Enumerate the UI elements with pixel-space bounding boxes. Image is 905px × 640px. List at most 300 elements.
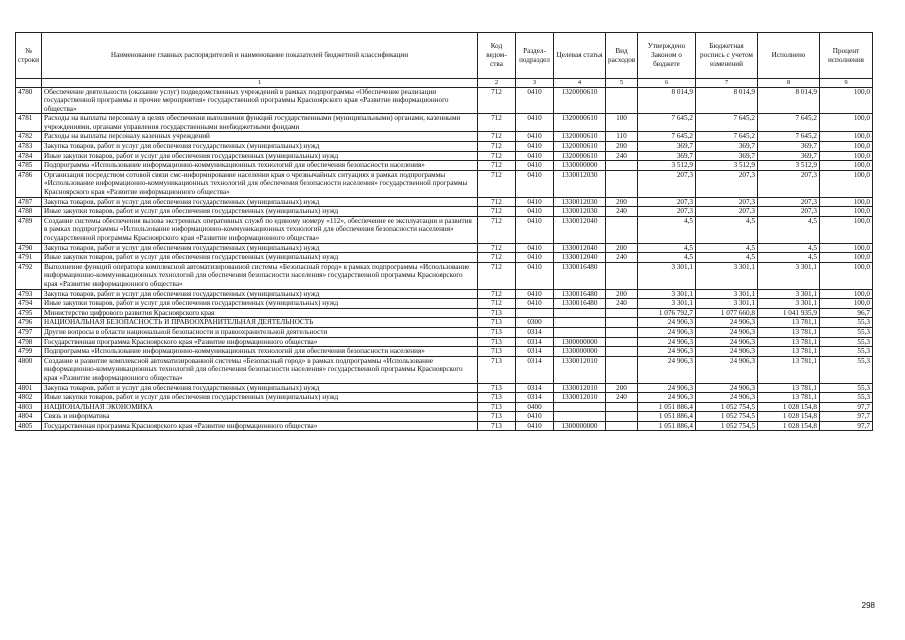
row-number: 4804 [16, 412, 42, 422]
row-name: Государственная программа Красноярского края «Развитие информационного общества» [42, 421, 478, 431]
row-dept: 712 [478, 289, 516, 299]
row-dept: 712 [478, 114, 516, 132]
row-name: Выполнение функций оператора комплексной автоматизированной системы «Безопасный город» в рамках подпрограммы «Использование информационно-коммуникационных технологий для обеспечения безопасности населения» государственной программы Красноярского края «Развитие информационного общества» [42, 262, 478, 289]
row-target: 1320000610 [554, 114, 606, 132]
row-section: 0400 [516, 402, 554, 412]
row-dept: 712 [478, 299, 516, 309]
row-section: 0410 [516, 132, 554, 142]
row-number: 4797 [16, 327, 42, 337]
row-budget-list: 1 077 660,8 [696, 308, 758, 318]
row-target: 1330016480 [554, 262, 606, 289]
row-section: 0410 [516, 289, 554, 299]
row-budget-list: 369,7 [696, 142, 758, 152]
row-number: 4781 [16, 114, 42, 132]
row-percent: 100,0 [820, 161, 873, 171]
table-row [16, 383, 873, 393]
table-row [16, 402, 873, 412]
row-dept: 713 [478, 356, 516, 383]
column-number: 1 [42, 79, 478, 88]
row-budget-list: 3 301,1 [696, 299, 758, 309]
column-number: 4 [554, 79, 606, 88]
row-approved: 3 301,1 [638, 299, 696, 309]
row-exp-type: 200 [606, 197, 638, 207]
row-percent: 100,0 [820, 299, 873, 309]
row-target: 1300000000 [554, 421, 606, 431]
column-number: 2 [478, 79, 516, 88]
table-body [16, 87, 873, 431]
row-exp-type [606, 356, 638, 383]
column-number: 5 [606, 79, 638, 88]
row-approved: 4,5 [638, 253, 696, 263]
row-name: Закупка товаров, работ и услуг для обеспечения государственных (муниципальных) нужд [42, 289, 478, 299]
row-approved: 24 906,3 [638, 327, 696, 337]
row-percent: 55,3 [820, 337, 873, 347]
row-budget-list: 24 906,3 [696, 318, 758, 328]
row-target [554, 318, 606, 328]
row-budget-list: 7 645,2 [696, 132, 758, 142]
row-name: Закупка товаров, работ и услуг для обеспечения государственных (муниципальных) нужд [42, 197, 478, 207]
row-section: 0410 [516, 151, 554, 161]
row-name: Министерство цифрового развития Красноярского края [42, 308, 478, 318]
row-number: 4799 [16, 347, 42, 357]
row-budget-list: 4,5 [696, 253, 758, 263]
row-percent: 100,0 [820, 243, 873, 253]
table-row [16, 393, 873, 403]
row-number: 4788 [16, 207, 42, 217]
row-executed: 7 645,2 [758, 132, 820, 142]
row-target: 1320000610 [554, 142, 606, 152]
table-row [16, 114, 873, 132]
row-number: 4801 [16, 383, 42, 393]
row-section: 0410 [516, 253, 554, 263]
column-number-row [16, 79, 873, 88]
row-target: 1320000610 [554, 132, 606, 142]
row-approved: 7 645,2 [638, 114, 696, 132]
row-budget-list: 3 512,9 [696, 161, 758, 171]
row-percent: 100,0 [820, 216, 873, 243]
row-exp-type [606, 170, 638, 197]
row-name: Обеспечение деятельности (оказание услуг) подведомственных учреждений в рамках подпрограммы «Обеспечение реализации государственной программы и прочие мероприятия» государственной программы Красноярского края «Развитие информационного общества» [42, 87, 478, 114]
row-exp-type [606, 216, 638, 243]
row-number: 4794 [16, 299, 42, 309]
table-row [16, 262, 873, 289]
row-dept: 712 [478, 151, 516, 161]
row-number: 4793 [16, 289, 42, 299]
row-target: 1330012030 [554, 207, 606, 217]
row-target: 1330012010 [554, 393, 606, 403]
row-approved: 369,7 [638, 142, 696, 152]
row-percent: 55,3 [820, 383, 873, 393]
row-section: 0410 [516, 243, 554, 253]
row-dept: 712 [478, 161, 516, 171]
table-row [16, 170, 873, 197]
row-target: 1330012030 [554, 170, 606, 197]
row-target: 1320000610 [554, 87, 606, 114]
row-executed: 1 028 154,8 [758, 412, 820, 422]
row-percent: 100,0 [820, 132, 873, 142]
row-name: Закупка товаров, работ и услуг для обеспечения государственных (муниципальных) нужд [42, 383, 478, 393]
row-name: Организация посредством сотовой связи смс-информирование населения края о чрезвычайных ситуациях в рамках подпрограммы «Использование информационно-коммуникационных технологий для обеспечения безопасности населения» государственной программы Красноярского края «Развитие информационного общества» [42, 170, 478, 197]
row-dept: 713 [478, 318, 516, 328]
table-row [16, 327, 873, 337]
row-budget-list: 24 906,3 [696, 356, 758, 383]
row-dept: 713 [478, 421, 516, 431]
row-executed: 369,7 [758, 151, 820, 161]
row-approved: 1 051 886,4 [638, 421, 696, 431]
row-percent: 100,0 [820, 114, 873, 132]
header-target: Целевая статья [554, 33, 606, 79]
row-budget-list: 24 906,3 [696, 347, 758, 357]
row-name: Связь и информатика [42, 412, 478, 422]
table-row [16, 289, 873, 299]
row-executed: 4,5 [758, 243, 820, 253]
row-exp-type [606, 347, 638, 357]
header-name: Наименование главных распорядителей и наименование показателей бюджетной классификации [42, 33, 478, 79]
row-exp-type [606, 327, 638, 337]
row-executed: 207,3 [758, 207, 820, 217]
row-exp-type: 240 [606, 207, 638, 217]
page-number: 298 [861, 601, 875, 610]
row-exp-type [606, 402, 638, 412]
row-dept: 713 [478, 327, 516, 337]
row-executed: 369,7 [758, 142, 820, 152]
header-row-no: № строки [16, 33, 42, 79]
row-number: 4790 [16, 243, 42, 253]
column-number: 6 [638, 79, 696, 88]
row-approved: 1 051 886,4 [638, 412, 696, 422]
row-number: 4805 [16, 421, 42, 431]
row-number: 4803 [16, 402, 42, 412]
row-section: 0300 [516, 318, 554, 328]
row-section: 0410 [516, 87, 554, 114]
row-exp-type: 100 [606, 114, 638, 132]
row-number: 4796 [16, 318, 42, 328]
budget-table [15, 32, 873, 431]
row-percent: 100,0 [820, 151, 873, 161]
row-dept: 712 [478, 262, 516, 289]
column-number: 3 [516, 79, 554, 88]
row-percent: 100,0 [820, 87, 873, 114]
row-target: 1330016480 [554, 299, 606, 309]
row-dept: 712 [478, 170, 516, 197]
row-percent: 100,0 [820, 170, 873, 197]
row-name: Государственная программа Красноярского края «Развитие информационного общества» [42, 337, 478, 347]
row-target: 1330012040 [554, 253, 606, 263]
row-section: 0314 [516, 337, 554, 347]
row-budget-list: 4,5 [696, 216, 758, 243]
row-approved: 369,7 [638, 151, 696, 161]
row-exp-type: 110 [606, 132, 638, 142]
row-section: 0410 [516, 216, 554, 243]
row-percent: 55,3 [820, 327, 873, 337]
table-row [16, 197, 873, 207]
row-approved: 7 645,2 [638, 132, 696, 142]
row-dept: 712 [478, 197, 516, 207]
row-budget-list: 24 906,3 [696, 327, 758, 337]
row-target [554, 327, 606, 337]
row-dept: 712 [478, 207, 516, 217]
row-number: 4802 [16, 393, 42, 403]
row-section: 0314 [516, 383, 554, 393]
row-exp-type [606, 262, 638, 289]
row-name: НАЦИОНАЛЬНАЯ ЭКОНОМИКА [42, 402, 478, 412]
row-percent: 100,0 [820, 289, 873, 299]
row-name: Иные закупки товаров, работ и услуг для обеспечения государственных (муниципальных) нужд [42, 393, 478, 403]
header-row [16, 33, 873, 79]
row-executed: 3 301,1 [758, 262, 820, 289]
row-approved: 1 051 886,4 [638, 402, 696, 412]
row-section: 0410 [516, 412, 554, 422]
row-name: НАЦИОНАЛЬНАЯ БЕЗОПАСНОСТЬ И ПРАВООХРАНИТЕЛЬНАЯ ДЕЯТЕЛЬНОСТЬ [42, 318, 478, 328]
row-number: 4787 [16, 197, 42, 207]
row-target: 1330012040 [554, 243, 606, 253]
row-exp-type [606, 318, 638, 328]
row-executed: 207,3 [758, 170, 820, 197]
row-approved: 4,5 [638, 216, 696, 243]
row-section: 0410 [516, 161, 554, 171]
row-percent: 100,0 [820, 197, 873, 207]
row-executed: 3 301,1 [758, 289, 820, 299]
row-name: Создание системы обеспечения вызова экстренных оперативных служб по единому номеру «112», обеспечение ее эксплуатации и развития в рамках подпрограммы «Использование информационно-коммуникационных технологий для обеспечения безопасности населения» государственной программы Красноярского края «Развитие информационного общества» [42, 216, 478, 243]
column-number: 9 [820, 79, 873, 88]
row-name: Подпрограмма «Использование информационно-коммуникационных технологий для обеспечения безопасности населения» [42, 347, 478, 357]
row-budget-list: 207,3 [696, 170, 758, 197]
row-budget-list: 24 906,3 [696, 383, 758, 393]
row-dept: 712 [478, 253, 516, 263]
row-percent: 100,0 [820, 253, 873, 263]
header-exp-type: Вид расходов [606, 33, 638, 79]
row-approved: 1 076 792,7 [638, 308, 696, 318]
row-exp-type [606, 337, 638, 347]
row-percent: 100,0 [820, 262, 873, 289]
row-percent: 100,0 [820, 142, 873, 152]
row-percent: 55,3 [820, 347, 873, 357]
row-number: 4792 [16, 262, 42, 289]
table-row [16, 161, 873, 171]
row-executed: 13 781,1 [758, 347, 820, 357]
table-row [16, 347, 873, 357]
row-executed: 3 301,1 [758, 299, 820, 309]
row-name: Закупка товаров, работ и услуг для обеспечения государственных (муниципальных) нужд [42, 243, 478, 253]
row-target: 1330000000 [554, 347, 606, 357]
row-dept: 713 [478, 337, 516, 347]
row-budget-list: 1 052 754,5 [696, 412, 758, 422]
row-budget-list: 207,3 [696, 197, 758, 207]
row-percent: 97,7 [820, 421, 873, 431]
row-target: 1320000610 [554, 151, 606, 161]
header-approved: Утверждено Законом о бюджете [638, 33, 696, 79]
row-target: 1330012040 [554, 216, 606, 243]
row-dept: 712 [478, 132, 516, 142]
column-number: 7 [696, 79, 758, 88]
row-exp-type [606, 87, 638, 114]
row-budget-list: 8 014,9 [696, 87, 758, 114]
row-approved: 207,3 [638, 170, 696, 197]
row-approved: 3 301,1 [638, 262, 696, 289]
row-number: 4789 [16, 216, 42, 243]
row-name: Расходы на выплаты персоналу казенных учреждений [42, 132, 478, 142]
row-approved: 24 906,3 [638, 393, 696, 403]
row-approved: 8 014,9 [638, 87, 696, 114]
row-approved: 4,5 [638, 243, 696, 253]
row-percent: 55,3 [820, 356, 873, 383]
row-name: Иные закупки товаров, работ и услуг для обеспечения государственных (муниципальных) нужд [42, 299, 478, 309]
row-dept: 713 [478, 347, 516, 357]
row-dept: 712 [478, 87, 516, 114]
row-executed: 1 028 154,8 [758, 402, 820, 412]
table-row [16, 318, 873, 328]
row-budget-list: 3 301,1 [696, 289, 758, 299]
row-number: 4784 [16, 151, 42, 161]
row-executed: 13 781,1 [758, 337, 820, 347]
header-budget-list: Бюджетная роспись с учетом изменений [696, 33, 758, 79]
row-executed: 3 512,9 [758, 161, 820, 171]
column-number [16, 79, 42, 88]
row-dept: 712 [478, 243, 516, 253]
row-name: Создание и развитие комплексной автоматизированной системы «Безопасный город» в рамках подпрограммы «Использование информационно-коммуникационных технологий для обеспечения безопасности населения» государственной программы Красноярского края «Развитие информационного общества» [42, 356, 478, 383]
row-budget-list: 1 052 754,5 [696, 421, 758, 431]
row-section: 0314 [516, 347, 554, 357]
row-approved: 207,3 [638, 197, 696, 207]
row-exp-type: 200 [606, 383, 638, 393]
row-target: 1300000000 [554, 337, 606, 347]
row-approved: 207,3 [638, 207, 696, 217]
row-target: 1330000000 [554, 161, 606, 171]
row-approved: 24 906,3 [638, 383, 696, 393]
row-executed: 207,3 [758, 197, 820, 207]
row-section: 0410 [516, 197, 554, 207]
row-budget-list: 24 906,3 [696, 337, 758, 347]
row-dept: 713 [478, 383, 516, 393]
row-name: Закупка товаров, работ и услуг для обеспечения государственных (муниципальных) нужд [42, 142, 478, 152]
row-approved: 24 906,3 [638, 318, 696, 328]
table-row [16, 243, 873, 253]
row-target [554, 412, 606, 422]
row-executed: 7 645,2 [758, 114, 820, 132]
header-dept: Код ведом-ства [478, 33, 516, 79]
row-target: 1330012010 [554, 383, 606, 393]
header-executed: Исполнено [758, 33, 820, 79]
row-section: 0314 [516, 327, 554, 337]
row-budget-list: 7 645,2 [696, 114, 758, 132]
row-number: 4785 [16, 161, 42, 171]
row-section: 0410 [516, 170, 554, 197]
row-exp-type: 200 [606, 243, 638, 253]
row-exp-type: 240 [606, 393, 638, 403]
table-row [16, 142, 873, 152]
row-percent: 97,7 [820, 412, 873, 422]
table-row [16, 308, 873, 318]
table-row [16, 337, 873, 347]
row-dept: 713 [478, 412, 516, 422]
row-number: 4791 [16, 253, 42, 263]
row-executed: 8 014,9 [758, 87, 820, 114]
row-approved: 3 301,1 [638, 289, 696, 299]
row-percent: 96,7 [820, 308, 873, 318]
header-section: Раздел-подраздел [516, 33, 554, 79]
row-budget-list: 3 301,1 [696, 262, 758, 289]
table-row [16, 421, 873, 431]
row-executed: 13 781,1 [758, 318, 820, 328]
row-target: 1330012010 [554, 356, 606, 383]
row-percent: 55,3 [820, 318, 873, 328]
row-exp-type: 240 [606, 151, 638, 161]
table-row [16, 356, 873, 383]
row-number: 4783 [16, 142, 42, 152]
row-name: Иные закупки товаров, работ и услуг для обеспечения государственных (муниципальных) нужд [42, 207, 478, 217]
column-number: 8 [758, 79, 820, 88]
row-target: 1330016480 [554, 289, 606, 299]
row-name: Подпрограмма «Использование информационно-коммуникационных технологий для обеспечения безопасности населения» [42, 161, 478, 171]
row-section: 0410 [516, 114, 554, 132]
table-row [16, 253, 873, 263]
row-section: 0410 [516, 142, 554, 152]
table-row [16, 87, 873, 114]
row-exp-type [606, 161, 638, 171]
row-name: Иные закупки товаров, работ и услуг для обеспечения государственных (муниципальных) нужд [42, 151, 478, 161]
row-target: 1330012030 [554, 197, 606, 207]
row-approved: 3 512,9 [638, 161, 696, 171]
row-number: 4782 [16, 132, 42, 142]
row-budget-list: 4,5 [696, 243, 758, 253]
row-section [516, 308, 554, 318]
row-dept: 712 [478, 216, 516, 243]
row-percent: 100,0 [820, 207, 873, 217]
row-number: 4795 [16, 308, 42, 318]
table-row [16, 207, 873, 217]
table-row [16, 216, 873, 243]
row-dept: 713 [478, 308, 516, 318]
row-section: 0314 [516, 356, 554, 383]
table-row [16, 299, 873, 309]
table-row [16, 412, 873, 422]
row-number: 4780 [16, 87, 42, 114]
row-executed: 13 781,1 [758, 356, 820, 383]
header-percent: Процент исполнения [820, 33, 873, 79]
row-section: 0410 [516, 207, 554, 217]
row-target [554, 308, 606, 318]
row-budget-list: 24 906,3 [696, 393, 758, 403]
row-exp-type [606, 421, 638, 431]
row-name: Другие вопросы в области национальной безопасности и правоохранительной деятельности [42, 327, 478, 337]
row-approved: 24 906,3 [638, 347, 696, 357]
row-number: 4800 [16, 356, 42, 383]
row-executed: 4,5 [758, 253, 820, 263]
row-section: 0410 [516, 299, 554, 309]
row-budget-list: 1 052 754,5 [696, 402, 758, 412]
row-approved: 24 906,3 [638, 356, 696, 383]
row-number: 4798 [16, 337, 42, 347]
row-section: 0410 [516, 421, 554, 431]
row-section: 0410 [516, 262, 554, 289]
row-exp-type: 200 [606, 142, 638, 152]
row-name: Расходы на выплаты персоналу в целях обеспечения выполнения функций государственными (муниципальными) органами, казенными учреждениями, органами управления государственными внебюджетными фондами [42, 114, 478, 132]
row-executed: 4,5 [758, 216, 820, 243]
row-executed: 13 781,1 [758, 393, 820, 403]
row-approved: 24 906,3 [638, 337, 696, 347]
row-exp-type: 240 [606, 253, 638, 263]
row-percent: 97,7 [820, 402, 873, 412]
row-executed: 1 041 935,9 [758, 308, 820, 318]
row-executed: 13 781,1 [758, 327, 820, 337]
row-dept: 712 [478, 142, 516, 152]
row-number: 4786 [16, 170, 42, 197]
row-exp-type [606, 412, 638, 422]
row-executed: 1 028 154,8 [758, 421, 820, 431]
row-percent: 55,3 [820, 393, 873, 403]
row-dept: 713 [478, 402, 516, 412]
row-section: 0314 [516, 393, 554, 403]
